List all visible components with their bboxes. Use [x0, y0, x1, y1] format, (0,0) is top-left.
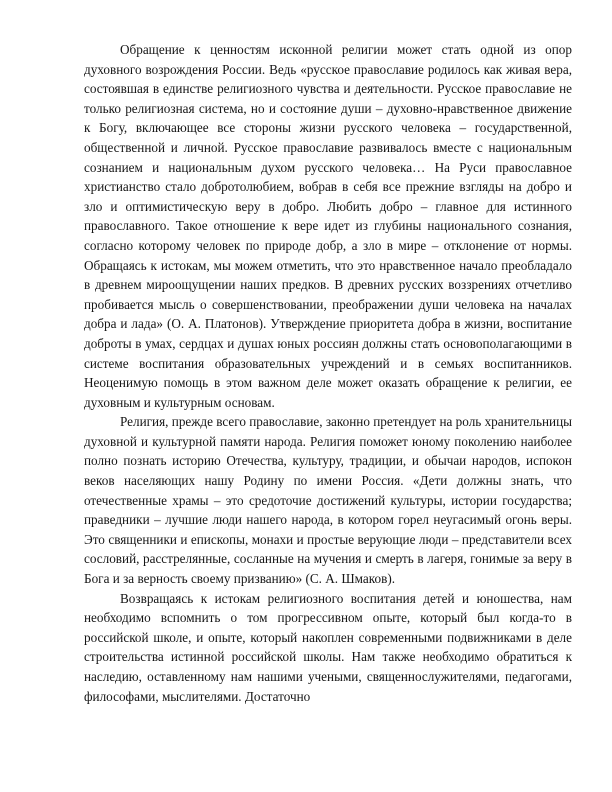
document-page	[84, 40, 572, 706]
paragraph-religion-memory: Религия, прежде всего православие, законно претендует на роль хранительницы духовной и культурной памяти народа. Религия поможет юному поколению наиболее полно познать историю Отечества, культуру, традиции, и обычаи народов, испокон веков населяющих нашу Родину по имени Россия. «Дети должны знать, что отечественные храмы – это средоточие достижений культуры, истории государства; праведники – лучшие люди нашего народа, в котором горел неугасимый огонь веры. Это священники и епископы, монахи и простые верующие люди – представители всех сословий, расстрелянные, сосланные на мучения и смерть в лагеря, гонимые за веру в Бога и за верность своему призванию» (С. А. Шмаков).	[84, 414, 572, 587]
paragraph-orthodox-values: Обращение к ценностям исконной религии может стать одной из опор духовного возрождения России. Ведь «русское православие родилось как живая вера, состоявшая в единстве религиозного чувства и деятельности. Русское православие не только религиозная система, но и состояние души – духовно-нравственное движение к Богу, включающее все стороны жизни русского человека – государственной, общественной и личной. Русское православие развивалось вместе с национальным сознанием и национальным духом русского человека… На Руси православное христианство стало добротолюбием, вобрав в себя все прежние взгляды на добро и зло и оптимистическую веру в добро. Любить добро – главное для истинного православного. Такое отношение к вере идет из глубины национального сознания, согласно которому человек по природе добр, а зло в мире – отклонение от нормы. Обращаясь к истокам, мы можем отметить, что это нравственное начало преобладало в древнем мироощущении наших предков. В древних русских воззрениях отчетливо пробивается мысль о совершенствовании, преображении души человека на началах добра и лада» (О. А. Платонов). Утверждение приоритета добра в жизни, воспитание доброты в умах, сердцах и душах юных россиян должны стать основополагающими в системе воспитания образовательных учреждений и в семьях воспитанников. Неоценимую помощь в этом важном деле может оказать обращение к религии, ее духовным и культурным основам.	[84, 42, 572, 410]
paragraph-religious-education: Возвращаясь к истокам религиозного воспитания детей и юношества, нам необходимо вспомнить о том прогрессивном опыте, который был когда-то в российской школе, и опыте, который накоплен современными подвижниками в деле строительства истинной российской школы. Нам также необходимо обратиться к наследию, оставленному нам нашими учеными, священнослужителями, педагогами, философами, мыслителями. Достаточно	[84, 590, 572, 704]
